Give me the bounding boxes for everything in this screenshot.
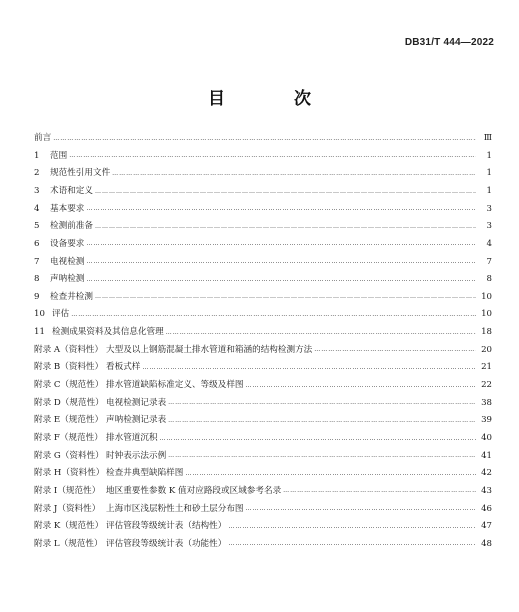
dot-leader — [95, 292, 476, 301]
toc-entry-title: 看板式样 — [106, 362, 141, 373]
toc-entry[interactable] — [34, 337, 492, 355]
dot-leader — [228, 522, 476, 531]
toc-entry-title: 上海市区浅层粉性土和砂土层分布图 — [106, 503, 244, 514]
toc-entry-number: 11 — [34, 327, 45, 338]
dot-leader — [314, 345, 476, 354]
toc-entry-title: 基本要求 — [50, 203, 85, 214]
toc-page-number: 40 — [481, 432, 492, 443]
toc-page-number: 39 — [481, 415, 492, 426]
toc-entry-title: 排水管道缺陷标准定义、等级及样图 — [106, 380, 244, 391]
toc-entry-number: 7 — [34, 256, 40, 267]
standard-code: DB31/T 444—2022 — [404, 37, 494, 48]
toc-entry[interactable] — [34, 372, 492, 390]
toc-entry-number: 1 — [34, 150, 40, 161]
page-title: 目 次 — [208, 89, 337, 109]
dot-leader — [95, 187, 476, 196]
toc-page-number: 21 — [481, 362, 492, 373]
dot-leader — [95, 222, 476, 231]
toc-appendix-label: 附录 D（规范性） — [34, 397, 104, 408]
toc-entry[interactable] — [34, 143, 492, 161]
toc-page-number: 22 — [481, 380, 492, 391]
toc-page-number: 10 — [481, 291, 492, 302]
toc-entry-number: 3 — [34, 185, 40, 196]
toc-page-number: 46 — [481, 503, 492, 514]
toc-entry-title: 检查井检测 — [50, 291, 93, 302]
toc-appendix-label: 附录 H（资料性） — [34, 468, 105, 479]
table-of-contents — [34, 125, 492, 548]
toc-entry[interactable] — [34, 319, 492, 337]
toc-appendix-label: 附录 C（规范性） — [34, 380, 104, 391]
toc-entry-title: 范围 — [50, 150, 68, 161]
dot-leader — [246, 504, 476, 513]
toc-entry-number: 5 — [34, 221, 40, 232]
toc-entry-number: 6 — [34, 238, 40, 249]
toc-entry[interactable] — [34, 301, 492, 319]
toc-entry-title: 电视检测 — [50, 256, 85, 267]
dot-leader — [86, 204, 476, 213]
toc-page-number: 3 — [486, 203, 492, 214]
toc-entry-title: 评估管段等级统计表（结构性） — [106, 521, 227, 532]
toc-entry[interactable] — [34, 495, 492, 513]
toc-entry-number: 9 — [34, 291, 40, 302]
toc-entry[interactable] — [34, 425, 492, 443]
dot-leader — [283, 486, 476, 495]
toc-entry-title: 术语和定义 — [50, 185, 93, 196]
toc-page-number: 43 — [481, 485, 492, 496]
toc-entry[interactable] — [34, 284, 492, 302]
toc-entry[interactable] — [34, 460, 492, 478]
toc-page-number: Ⅲ — [483, 133, 492, 144]
toc-entry[interactable] — [34, 443, 492, 461]
toc-entry-title: 评估管段等级统计表（功能性） — [106, 538, 227, 549]
toc-appendix-label: 附录 F（规范性） — [34, 432, 103, 443]
toc-page-number: 1 — [486, 185, 492, 196]
toc-entry[interactable] — [34, 160, 492, 178]
toc-entry-number: 10 — [34, 309, 45, 320]
toc-entry[interactable] — [34, 266, 492, 284]
dot-leader — [168, 416, 476, 425]
dot-leader — [160, 434, 476, 443]
toc-page-number: 4 — [486, 238, 492, 249]
toc-entry-title: 规范性引用文件 — [50, 168, 111, 179]
dot-leader — [246, 381, 476, 390]
toc-entry-title: 地区重要性参数 K 值对应路段或区域参考名录 — [106, 485, 282, 496]
toc-page-number: 48 — [481, 538, 492, 549]
toc-entry-title: 声呐检测 — [50, 274, 85, 285]
toc-appendix-label: 附录 I（规范性） — [34, 485, 101, 496]
toc-appendix-label: 附录 B（资料性） — [34, 362, 104, 373]
toc-appendix-label: 附录 K（规范性） — [34, 521, 104, 532]
toc-entry-title: 时钟表示法示例 — [106, 450, 167, 461]
toc-page-number: 47 — [481, 521, 492, 532]
dot-leader — [69, 151, 476, 160]
dot-leader — [112, 169, 476, 178]
toc-page-number: 41 — [481, 450, 492, 461]
dot-leader — [86, 275, 476, 284]
toc-entry[interactable] — [34, 390, 492, 408]
toc-entry[interactable] — [34, 125, 492, 143]
toc-entry[interactable] — [34, 513, 492, 531]
toc-entry[interactable] — [34, 248, 492, 266]
toc-entry-title: 前言 — [34, 133, 52, 144]
toc-page-number: 42 — [481, 468, 492, 479]
toc-page-number: 1 — [486, 150, 492, 161]
toc-entry-title: 排水管道沉积 — [106, 432, 158, 443]
dot-leader — [71, 310, 476, 319]
toc-page-number: 10 — [481, 309, 492, 320]
toc-entry-number: 2 — [34, 168, 40, 179]
toc-entry[interactable] — [34, 178, 492, 196]
toc-entry-title: 设备要求 — [50, 238, 85, 249]
toc-appendix-label: 附录 A（资料性） — [34, 344, 104, 355]
toc-entry[interactable] — [34, 196, 492, 214]
toc-appendix-label: 附录 L（规范性） — [34, 538, 103, 549]
dot-leader — [185, 469, 476, 478]
toc-entry-title: 检测前准备 — [50, 221, 93, 232]
toc-entry-title: 声呐检测记录表 — [106, 415, 167, 426]
dot-leader — [166, 328, 476, 337]
toc-entry[interactable] — [34, 407, 492, 425]
dot-leader — [168, 398, 476, 407]
toc-entry[interactable] — [34, 213, 492, 231]
toc-entry-number: 4 — [34, 203, 40, 214]
toc-entry[interactable] — [34, 354, 492, 372]
toc-page-number: 20 — [481, 344, 492, 355]
toc-entry-title: 评估 — [52, 309, 70, 320]
toc-entry-title: 大型及以上钢筋混凝土排水管道和箱涵的结构检测方法 — [106, 344, 313, 355]
toc-page-number: 3 — [486, 221, 492, 232]
toc-appendix-label: 附录 J（资料性） — [34, 503, 101, 514]
dot-leader — [53, 134, 476, 143]
toc-entry-title: 电视检测记录表 — [106, 397, 167, 408]
toc-entry-number: 8 — [34, 274, 40, 285]
dot-leader — [142, 363, 476, 372]
dot-leader — [228, 539, 476, 548]
dot-leader — [86, 257, 476, 266]
toc-page-number: 1 — [486, 168, 492, 179]
toc-appendix-label: 附录 G（资料性） — [34, 450, 104, 461]
toc-entry[interactable] — [34, 478, 492, 496]
toc-entry[interactable] — [34, 531, 492, 549]
toc-appendix-label: 附录 E（规范性） — [34, 415, 104, 426]
dot-leader — [168, 451, 476, 460]
toc-page-number: 8 — [486, 274, 492, 285]
toc-entry-title: 检测成果资料及其信息化管理 — [52, 327, 164, 338]
toc-entry[interactable] — [34, 231, 492, 249]
dot-leader — [86, 239, 476, 248]
toc-page-number: 18 — [481, 327, 492, 338]
toc-page-number: 38 — [481, 397, 492, 408]
toc-entry-title: 检查井典型缺陷样图 — [106, 468, 184, 479]
toc-page-number: 7 — [486, 256, 492, 267]
